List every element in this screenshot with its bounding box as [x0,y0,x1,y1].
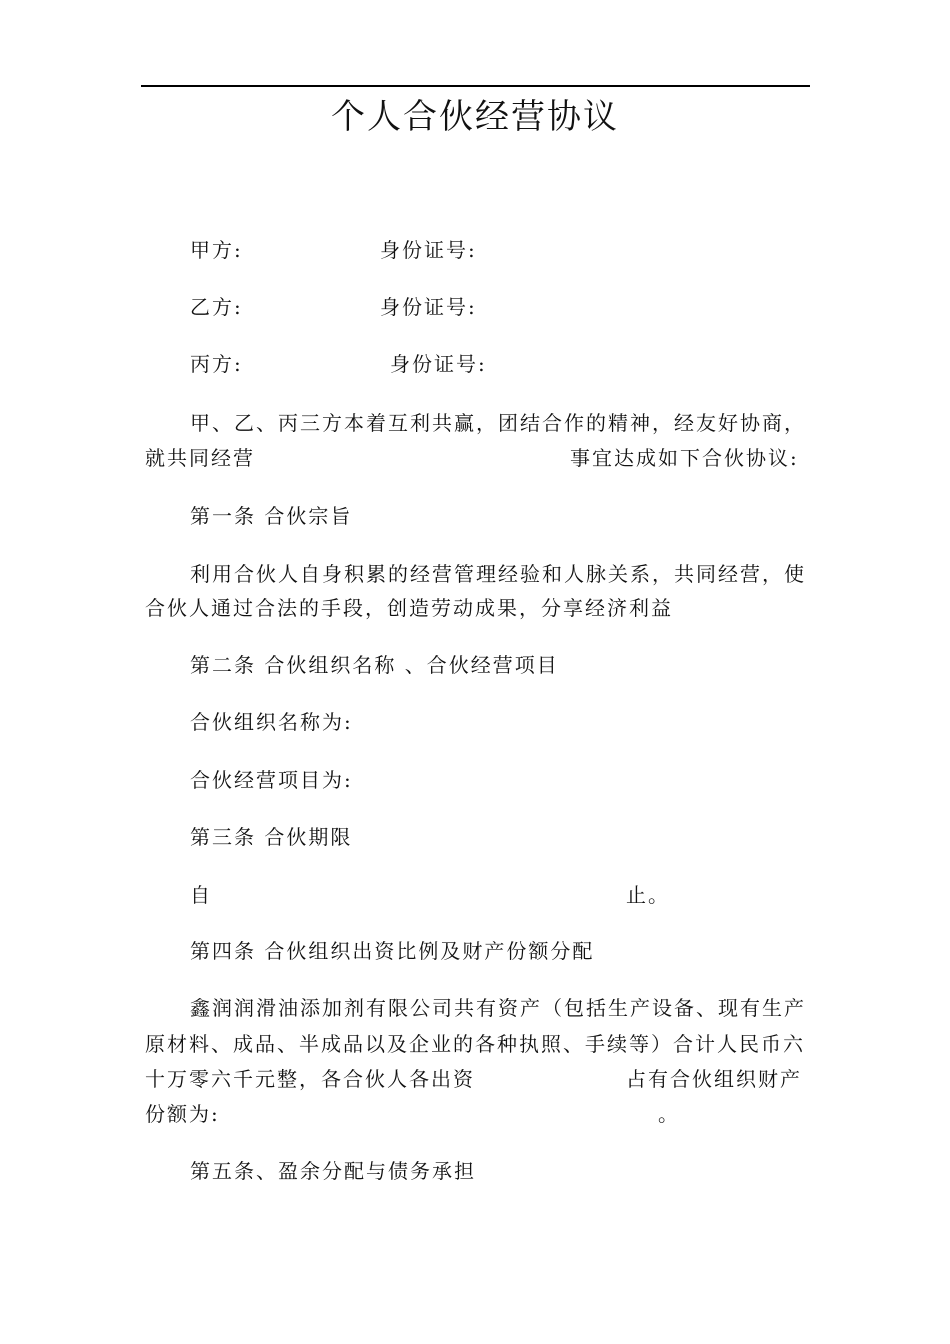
document-title: 个人合伙经营协议 [331,97,619,137]
party-a-label: 甲方: [190,238,243,262]
article-2-heading: 第二条 合伙组织名称 、合伙经营项目 [190,653,559,677]
article-1-heading: 第一条 合伙宗旨 [190,504,353,528]
article-3-until: 止。 [626,883,670,907]
article-4-heading: 第四条 合伙组织出资比例及财产份额分配 [190,939,595,963]
article-4-line-1: 鑫润润滑油添加剂有限公司共有资产（包括生产设备、现有生产 [190,996,806,1020]
party-b-label: 乙方: [190,295,243,319]
intro-line-1: 甲、乙、丙三方本着互利共赢，团结合作的精神，经友好协商， [190,411,806,435]
party-b-id-label: 身份证号: [380,295,477,319]
article-3-from: 自 [190,883,212,907]
party-c-label: 丙方: [190,352,243,376]
article-3-heading: 第三条 合伙期限 [190,825,353,849]
article-5-heading: 第五条、盈余分配与债务承担 [190,1159,476,1183]
article-2-project: 合伙经营项目为: [190,768,353,792]
article-1-line-2: 合伙人通过合法的手段，创造劳动成果，分享经济利益 [145,596,673,620]
article-4-line-4-start: 份额为: [145,1102,220,1126]
article-1-line-1: 利用合伙人自身积累的经营管理经验和人脉关系，共同经营，使 [190,562,806,586]
article-2-name: 合伙组织名称为: [190,710,353,734]
article-4-line-2: 原材料、成品、半成品以及企业的各种执照、手续等）合计人民币六 [145,1032,805,1056]
intro-line-2-start: 就共同经营 [145,446,255,470]
party-a-id-label: 身份证号: [380,238,477,262]
article-4-line-4-end: 。 [658,1102,680,1126]
party-c-id-label: 身份证号: [390,352,487,376]
article-4-line-3-end: 占有合伙组织财产 [626,1067,802,1091]
intro-line-2-end: 事宜达成如下合伙协议: [570,446,799,470]
header-rule [141,85,810,87]
article-4-line-3-start: 十万零六千元整，各合伙人各出资 [145,1067,475,1091]
